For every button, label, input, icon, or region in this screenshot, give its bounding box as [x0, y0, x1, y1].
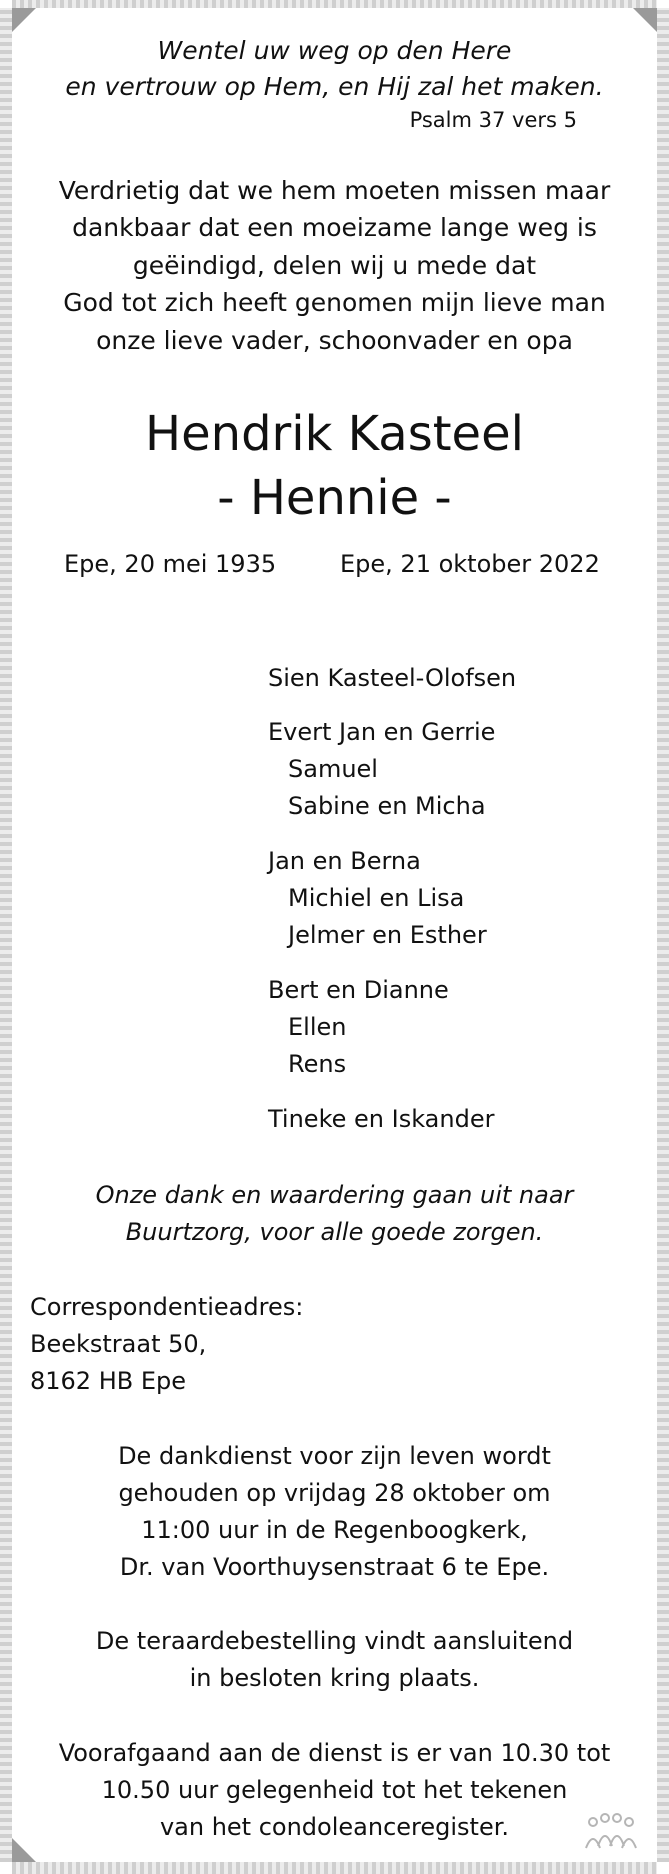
burial-line: De teraardebestelling vindt aansluitend	[95, 1627, 574, 1655]
birth-date: Epe, 20 mei 1935	[64, 550, 277, 578]
family-member: Tineke en Iskander	[268, 1105, 495, 1133]
service-line: gehouden op vrijdag 28 oktober om	[118, 1479, 551, 1507]
family-member: Evert Jan en Gerrie	[268, 718, 496, 746]
intro-line: onze lieve vader, schoonvader en opa	[96, 326, 573, 355]
deceased-nickname: - Hennie -	[217, 470, 452, 526]
intro-line: God tot zich heeft genomen mijn lieve man	[63, 288, 606, 317]
condolence-line: Voorafgaand aan de dienst is er van 10.30 tot	[58, 1739, 611, 1767]
address-street: Beekstraat 50,	[30, 1330, 207, 1358]
frame-border-bottom	[12, 1862, 657, 1874]
condolence-line: 10.50 uur gelegenheid tot het tekenen	[101, 1776, 568, 1804]
verse-reference: Psalm 37 vers 5	[409, 108, 577, 132]
people-group-icon	[583, 1810, 639, 1852]
family-member: Bert en Dianne	[268, 976, 449, 1004]
death-date: Epe, 21 oktober 2022	[340, 550, 600, 578]
family-member: Samuel	[288, 755, 378, 783]
frame-border-top	[12, 0, 657, 8]
intro-line: dankbaar dat een moeizame lange weg is	[72, 213, 597, 242]
service-line: Dr. van Voorthuysenstraat 6 te Epe.	[119, 1553, 550, 1581]
service-line: 11:00 uur in de Regenboogkerk,	[141, 1516, 528, 1544]
address-city: 8162 HB Epe	[30, 1367, 187, 1395]
frame-border-left	[0, 8, 12, 1862]
service-line: De dankdienst voor zijn leven wordt	[118, 1442, 551, 1470]
frame-border-right	[657, 8, 669, 1862]
condolence-line: van het condoleanceregister.	[159, 1813, 510, 1841]
family-member: Jelmer en Esther	[288, 921, 487, 949]
family-member: Rens	[288, 1050, 347, 1078]
address-label: Correspondentieadres:	[30, 1293, 304, 1321]
family-member: Michiel en Lisa	[288, 884, 465, 912]
family-member: Jan en Berna	[268, 847, 421, 875]
deceased-name: Hendrik Kasteel	[145, 406, 524, 462]
intro-line: geëindigd, delen wij u mede dat	[132, 251, 537, 280]
family-member: Sien Kasteel-Olofsen	[268, 664, 517, 692]
verse-line-1: Wentel uw weg op den Here	[157, 36, 512, 65]
thanks-line: Onze dank en waardering gaan uit naar	[95, 1181, 574, 1209]
announcement	[12, 8, 657, 1862]
intro-line: Verdrietig dat we hem moeten missen maar	[58, 176, 611, 205]
family-member: Ellen	[288, 1013, 347, 1041]
verse-line-2: en vertrouw op Hem, en Hij zal het maken.	[65, 72, 604, 101]
thanks-line: Buurtzorg, voor alle goede zorgen.	[125, 1218, 544, 1246]
burial-line: in besloten kring plaats.	[189, 1664, 480, 1692]
family-member: Sabine en Micha	[288, 792, 486, 820]
